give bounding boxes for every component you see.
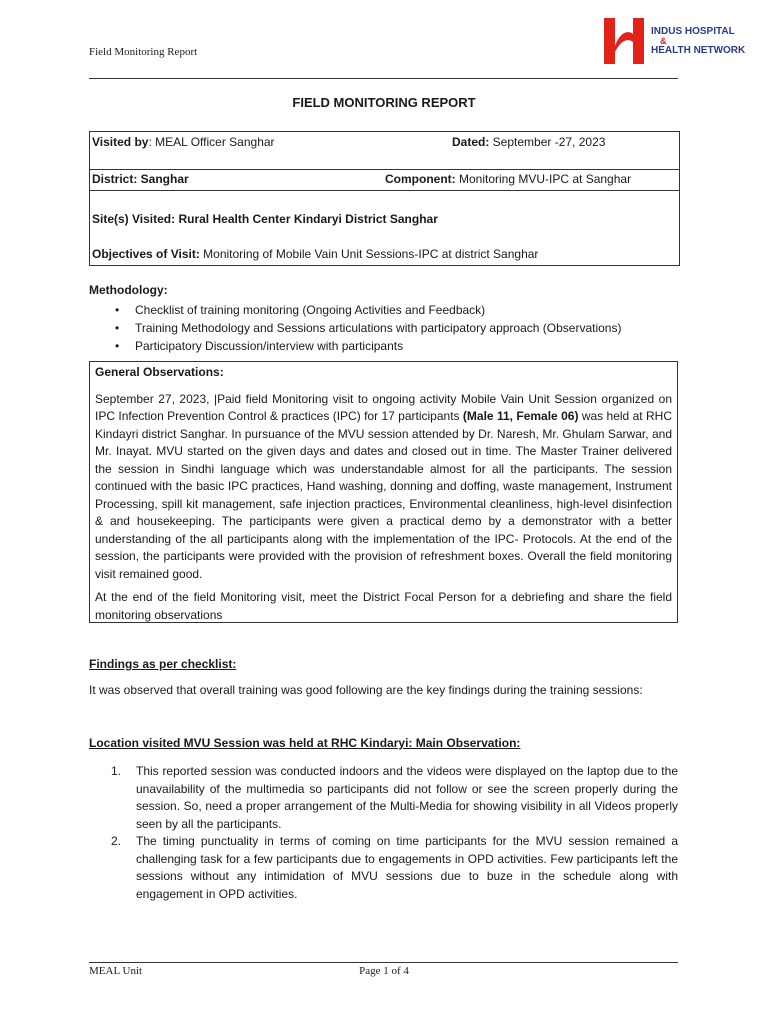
- methodology-section: [89, 283, 621, 355]
- observations-list: [89, 763, 678, 903]
- list-item-text: This reported session was conducted indoors and the videos were displayed on the laptop due to the unavailability of the multimedia so participants did not follow or see the screen properly during the session. So, need a proper arrangement of the Multi-Media for showing visibility in all Videos properly seen by all the participants.: [136, 764, 678, 831]
- logo-ampersand: &: [660, 36, 667, 46]
- district-label: District: Sanghar: [92, 172, 189, 186]
- sites-visited: Site(s) Visited: Rural Health Center Kindaryi District Sanghar: [92, 212, 438, 226]
- findings-intro: It was observed that overall training was good following are the key findings during the training sessions:: [89, 683, 643, 697]
- list-item: [89, 763, 678, 833]
- location-heading-block: [89, 735, 678, 753]
- methodology-item: • Checklist of training monitoring (Ongoing Activities and Feedback): [135, 301, 621, 319]
- report-title: FIELD MONITORING REPORT: [292, 95, 476, 110]
- observations-paragraph-2: At the end of the field Monitoring visit, meet the District Focal Person for a debriefing and share the field monitoring observations: [95, 590, 672, 622]
- list-item: [89, 833, 678, 903]
- list-item-number: 2.: [111, 834, 122, 848]
- objectives-value: Monitoring of Mobile Vain Unit Sessions-IPC at district Sanghar: [199, 247, 539, 261]
- list-item-number: 1.: [111, 764, 122, 778]
- logo-text-line1: INDUS HOSPITAL: [651, 26, 735, 37]
- list-item-text: The timing punctuality in terms of coming on time participants for the MVU session remained a challenging task for a few participants due to engagements in OPD activities. Few participants left the sessions without any intimidation of MVU sessions due to buze in the schedule along with engagement in OPD activities.: [136, 834, 678, 901]
- observations-p1-text-a: September 27, 2023, |Paid field Monitoring visit to ongoing activity Mobile Vain Unit Session organized on IPC Infection Prevention Control & practices (IPC) for 17 participants: [95, 391, 672, 423]
- observations-heading: General Observations:: [95, 365, 224, 379]
- visited-by-label: Visited by: [92, 135, 149, 149]
- findings-heading-block: [89, 656, 678, 674]
- info-row-visited: [90, 132, 679, 170]
- findings-intro-block: [89, 682, 678, 700]
- header-divider: [89, 78, 678, 79]
- participants-count: (Male 11, Female 06): [462, 409, 579, 423]
- dated-value: September -27, 2023: [489, 135, 606, 149]
- methodology-item: • Participatory Discussion/interview with participants: [135, 337, 621, 355]
- logo-mark-icon: [604, 18, 644, 64]
- observations-paragraph-1: [95, 391, 672, 584]
- general-observations-box: [89, 361, 678, 623]
- visited-by-sep: :: [148, 135, 152, 149]
- observations-p1-text-b: was held at RHC Kindayri district Sanghar. In pursuance of the MVU session attended by Dr. Naresh, Mr. Ghulam Sarwar, and Mr. Inayat. MVU started on the given days and dates and closed out in time. The Master Trainer delivered the session in Sindhi language which was understandable almost for all the participants. The session continued with the basic IPC practices, Hand washing, donning and doffing, waste management, Instrument Processing, spill kit management, safe injection practices, Environmental cleanliness, high-level disinfection & and housekeeping. The participants were given a practical demo by a demonstrator with a better understanding of the all participants along with the implementation of the IPC- Protocols. At the end of the session, the participants were provided with the provision of refreshment boxes. Overall the field monitoring visit remained good.: [95, 409, 672, 581]
- component-cell: [385, 172, 631, 186]
- findings-heading: Findings as per checklist:: [89, 657, 237, 671]
- visited-by-cell: [92, 135, 275, 149]
- footer-unit: MEAL Unit: [89, 965, 143, 977]
- component-value: Monitoring MVU-IPC at Sanghar: [455, 172, 632, 186]
- methodology-list: [89, 301, 621, 355]
- header-title: Field Monitoring Report: [89, 46, 198, 58]
- page-number: Page 1 of 4: [359, 965, 409, 977]
- methodology-item: • Training Methodology and Sessions articulations with participatory approach (Observations): [135, 319, 621, 337]
- info-row-district: [90, 170, 679, 191]
- visit-info-table: [89, 131, 680, 266]
- visited-by-value: MEAL Officer Sanghar: [151, 135, 275, 149]
- objectives-label: Objectives of Visit:: [92, 247, 200, 261]
- hospital-logo: [604, 18, 744, 64]
- objectives-cell: [92, 247, 538, 261]
- component-label: Component:: [385, 172, 456, 186]
- footer-divider: [89, 962, 678, 963]
- logo-text-line2: HEALTH NETWORK: [651, 45, 746, 56]
- dated-label: Dated:: [452, 135, 490, 149]
- location-heading: Location visited MVU Session was held at RHC Kindaryi: Main Observation:: [89, 736, 521, 750]
- dated-cell: [452, 135, 605, 149]
- methodology-heading: Methodology:: [89, 283, 168, 297]
